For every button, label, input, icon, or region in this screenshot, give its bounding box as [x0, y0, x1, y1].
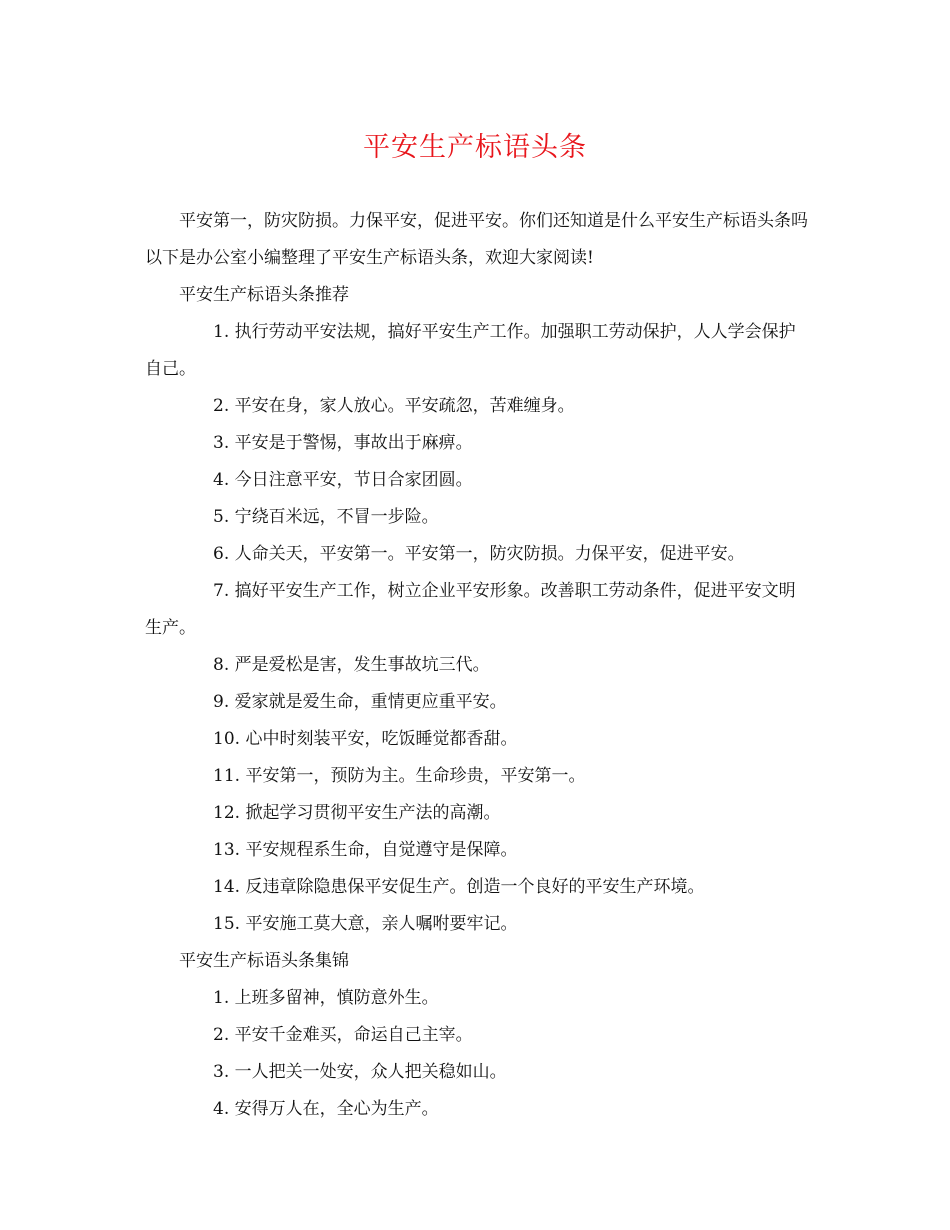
item-text: 平安规程系生命，自觉遵守是保障。	[245, 840, 518, 860]
item-text: 安得万人在，全心为生产。	[234, 1099, 439, 1119]
intro-paragraph: 平安第一，防灾防损。力保平安，促进平安。你们还知道是什么平安生产标语头条吗以下是办公室小编整理了平安生产标语头条，欢迎大家阅读!	[145, 211, 808, 268]
item-text: 上班多留神，慎防意外生。	[234, 988, 439, 1008]
list-item	[145, 1017, 810, 1054]
list-item	[145, 832, 810, 869]
list-item	[145, 573, 810, 647]
document-title: 平安生产标语头条	[363, 132, 587, 163]
item-number: 10.	[213, 729, 241, 749]
item-number: 13.	[213, 840, 241, 860]
item-number: 1.	[213, 988, 230, 1008]
item-text: 平安施工莫大意，亲人嘱咐要牢记。	[245, 914, 518, 934]
section2-heading: 平安生产标语头条集锦	[179, 951, 349, 971]
item-number: 14.	[213, 877, 241, 897]
section1-heading: 平安生产标语头条推荐	[179, 285, 349, 305]
section1-list	[145, 314, 810, 943]
item-number: 4.	[213, 470, 230, 490]
item-number: 11.	[213, 766, 241, 786]
list-item	[145, 388, 810, 425]
item-number: 6.	[213, 544, 230, 564]
item-number: 12.	[213, 803, 241, 823]
item-text: 平安是于警惕，事故出于麻痹。	[234, 433, 473, 453]
item-number: 7.	[213, 581, 230, 601]
item-text: 搞好平安生产工作，树立企业平安形象。改善职工劳动条件，促进平安文明生产。	[145, 581, 796, 638]
item-number: 8.	[213, 655, 230, 675]
list-item	[145, 314, 810, 388]
list-item	[145, 1054, 810, 1091]
item-text: 执行劳动平安法规，搞好平安生产工作。加强职工劳动保护，人人学会保护自己。	[145, 322, 796, 379]
list-item	[145, 425, 810, 462]
item-text: 一人把关一处安，众人把关稳如山。	[234, 1062, 507, 1082]
item-number: 2.	[213, 1025, 230, 1045]
item-text: 反违章除隐患保平安促生产。创造一个良好的平安生产环境。	[245, 877, 705, 897]
item-text: 人命关天，平安第一。平安第一，防灾防损。力保平安，促进平安。	[234, 544, 745, 564]
item-number: 15.	[213, 914, 241, 934]
item-text: 严是爱松是害，发生事故坑三代。	[234, 655, 490, 675]
item-text: 心中时刻装平安，吃饭睡觉都香甜。	[245, 729, 518, 749]
list-item	[145, 1091, 810, 1128]
list-item	[145, 647, 810, 684]
item-text: 平安千金难买，命运自己主宰。	[234, 1025, 473, 1045]
item-number: 2.	[213, 396, 230, 416]
item-number: 3.	[213, 433, 230, 453]
list-item	[145, 980, 810, 1017]
list-item	[145, 684, 810, 721]
item-number: 4.	[213, 1099, 230, 1119]
item-number: 5.	[213, 507, 230, 527]
item-text: 爱家就是爱生命，重情更应重平安。	[234, 692, 507, 712]
list-item	[145, 869, 810, 906]
item-text: 今日注意平安，节日合家团圆。	[234, 470, 473, 490]
item-text: 掀起学习贯彻平安生产法的高潮。	[245, 803, 501, 823]
document-body	[145, 203, 810, 1128]
item-number: 9.	[213, 692, 230, 712]
item-text: 平安在身，家人放心。平安疏忽，苦难缠身。	[234, 396, 575, 416]
list-item	[145, 499, 810, 536]
list-item	[145, 758, 810, 795]
section2-list	[145, 980, 810, 1128]
list-item	[145, 795, 810, 832]
item-number: 3.	[213, 1062, 230, 1082]
item-text: 平安第一，预防为主。生命珍贵，平安第一。	[245, 766, 586, 786]
list-item	[145, 906, 810, 943]
item-number: 1.	[213, 322, 230, 342]
list-item	[145, 462, 810, 499]
list-item	[145, 721, 810, 758]
item-text: 宁绕百米远，不冒一步险。	[234, 507, 439, 527]
list-item	[145, 536, 810, 573]
